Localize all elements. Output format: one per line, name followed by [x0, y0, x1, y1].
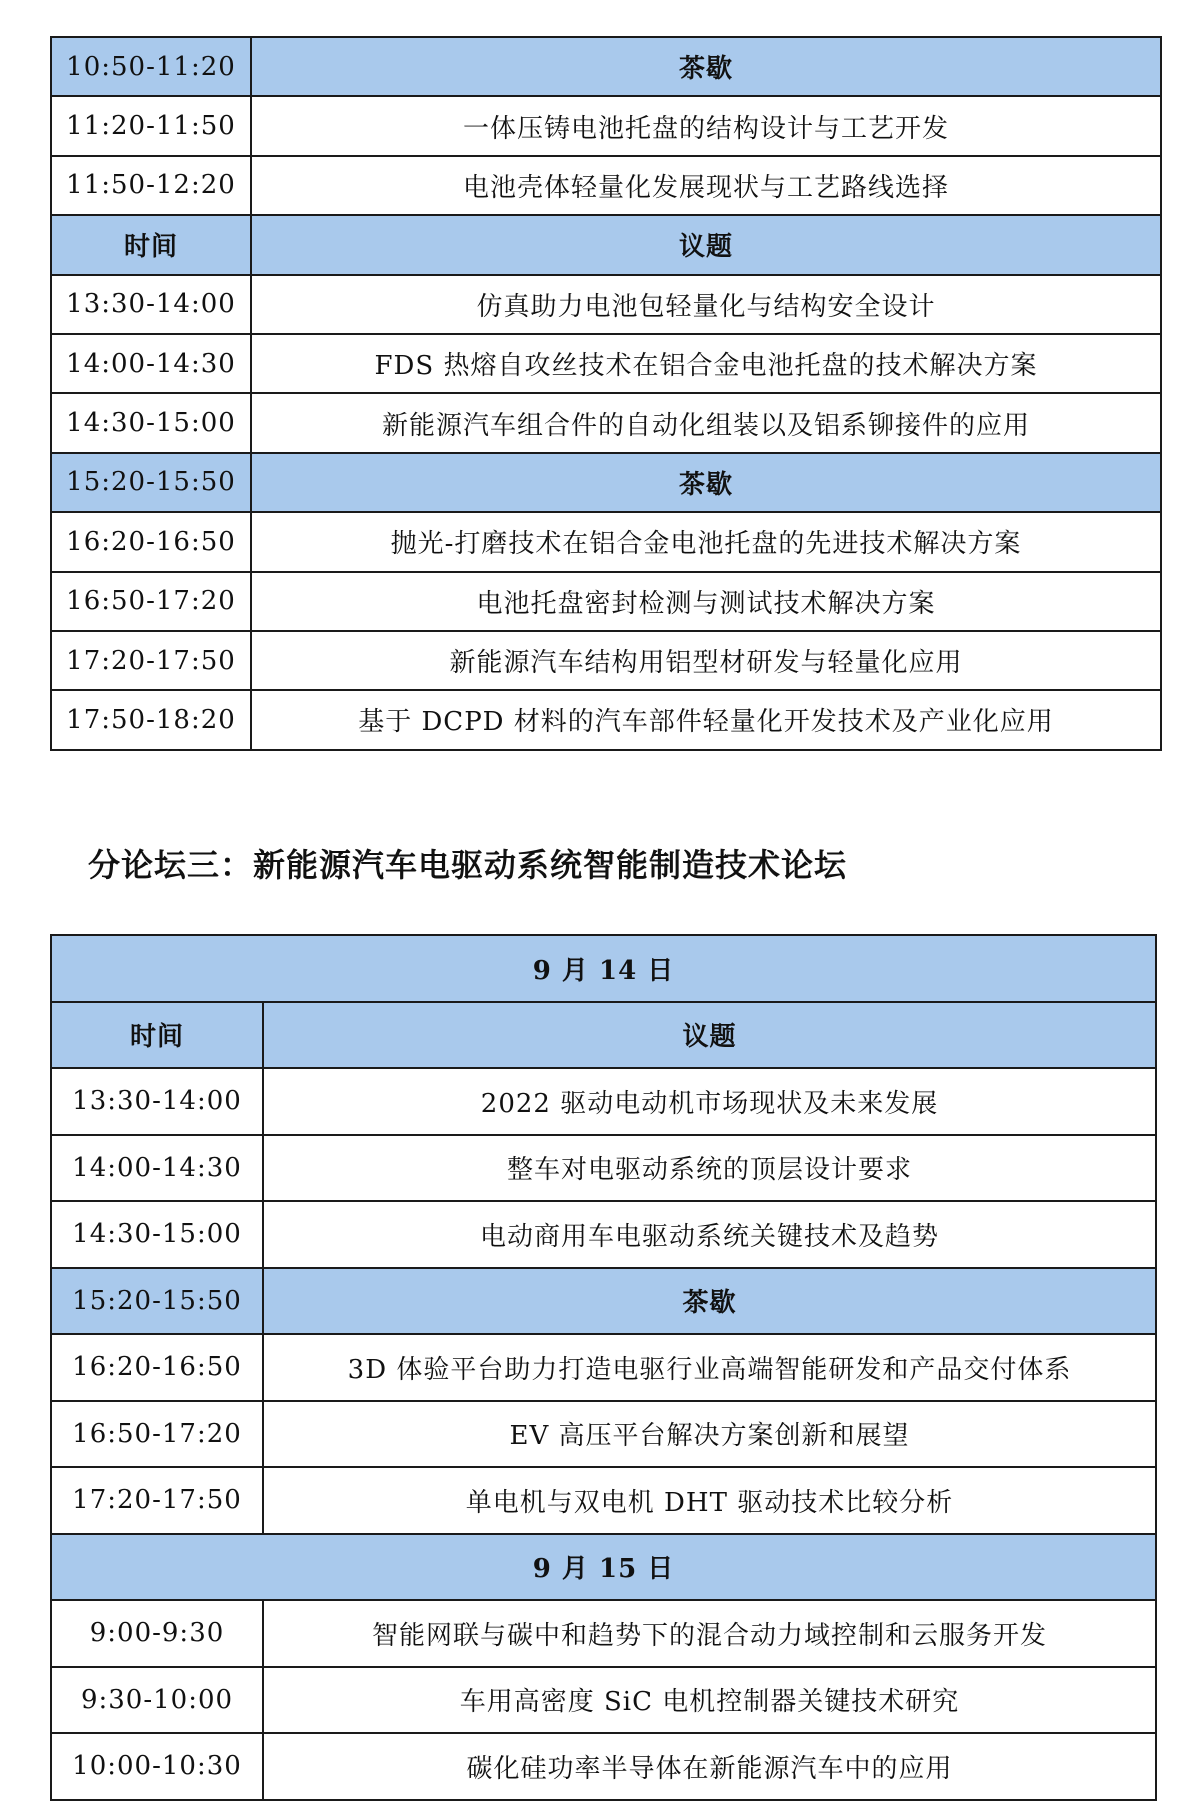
- topic-cell: 茶歇: [251, 37, 1161, 96]
- time-cell: 14:30-15:00: [51, 393, 251, 452]
- topic-cell: 一体压铸电池托盘的结构设计与工艺开发: [251, 96, 1161, 155]
- topic-cell: EV 高压平台解决方案创新和展望: [263, 1401, 1156, 1468]
- table-row: [51, 334, 1161, 393]
- topic-cell: 单电机与双电机 DHT 驱动技术比较分析: [263, 1467, 1156, 1534]
- topic-cell: 电动商用车电驱动系统关键技术及趋势: [263, 1201, 1156, 1268]
- time-cell: 9:30-10:00: [51, 1667, 263, 1734]
- header-time-cell: 时间: [51, 1002, 263, 1069]
- schedule-table-body: [51, 37, 1161, 750]
- table-row: [51, 1667, 1156, 1734]
- time-cell: 16:50-17:20: [51, 1401, 263, 1468]
- topic-cell: 茶歇: [263, 1268, 1156, 1335]
- table-row: [51, 37, 1161, 96]
- time-cell: 11:20-11:50: [51, 96, 251, 155]
- topic-cell: 电池托盘密封检测与测试技术解决方案: [251, 572, 1161, 631]
- time-cell: 10:00-10:30: [51, 1733, 263, 1800]
- schedule-table-forum-3: [50, 934, 1157, 1801]
- table-row: [51, 1201, 1156, 1268]
- table-row: [51, 96, 1161, 155]
- table-header-row: [51, 1002, 1156, 1069]
- day-header-row: [51, 1534, 1156, 1601]
- time-cell: 14:30-15:00: [51, 1201, 263, 1268]
- topic-cell: 碳化硅功率半导体在新能源汽车中的应用: [263, 1733, 1156, 1800]
- table-row: [51, 1467, 1156, 1534]
- time-cell: 17:20-17:50: [51, 1467, 263, 1534]
- time-cell: 16:20-16:50: [51, 1334, 263, 1401]
- time-cell: 14:00-14:30: [51, 1135, 263, 1202]
- header-time-cell: 时间: [51, 215, 251, 274]
- time-cell: 17:50-18:20: [51, 690, 251, 749]
- time-cell: 13:30-14:00: [51, 275, 251, 334]
- topic-cell: 智能网联与碳中和趋势下的混合动力域控制和云服务开发: [263, 1600, 1156, 1667]
- table-row: [51, 453, 1161, 512]
- time-cell: 15:20-15:50: [51, 1268, 263, 1335]
- day-label: 9 月 15 日: [51, 1534, 1156, 1601]
- table-row: [51, 275, 1161, 334]
- time-cell: 17:20-17:50: [51, 631, 251, 690]
- table-row: [51, 156, 1161, 215]
- time-cell: 15:20-15:50: [51, 453, 251, 512]
- topic-cell: 车用高密度 SiC 电机控制器关键技术研究: [263, 1667, 1156, 1734]
- topic-cell: 新能源汽车组合件的自动化组装以及铝系铆接件的应用: [251, 393, 1161, 452]
- table-row: [51, 1135, 1156, 1202]
- time-cell: 16:50-17:20: [51, 572, 251, 631]
- topic-cell: 仿真助力电池包轻量化与结构安全设计: [251, 275, 1161, 334]
- table-row: [51, 1068, 1156, 1135]
- time-cell: 10:50-11:20: [51, 37, 251, 96]
- day-label: 9 月 14 日: [51, 935, 1156, 1002]
- table-row: [51, 1600, 1156, 1667]
- table-row: [51, 1334, 1156, 1401]
- time-cell: 14:00-14:30: [51, 334, 251, 393]
- table-row: [51, 1401, 1156, 1468]
- table-row: [51, 631, 1161, 690]
- table-row: [51, 512, 1161, 571]
- topic-cell: 3D 体验平台助力打造电驱行业高端智能研发和产品交付体系: [263, 1334, 1156, 1401]
- section-title: 分论坛三：新能源汽车电驱动系统智能制造技术论坛: [88, 846, 848, 884]
- topic-cell: 茶歇: [251, 453, 1161, 512]
- schedule-table-body: [51, 935, 1156, 1800]
- time-cell: 16:20-16:50: [51, 512, 251, 571]
- schedule-table-continued: [50, 36, 1162, 751]
- time-cell: 13:30-14:00: [51, 1068, 263, 1135]
- day-header-row: [51, 935, 1156, 1002]
- table-row: [51, 690, 1161, 749]
- topic-cell: 抛光-打磨技术在铝合金电池托盘的先进技术解决方案: [251, 512, 1161, 571]
- table-row: [51, 1733, 1156, 1800]
- time-cell: 9:00-9:30: [51, 1600, 263, 1667]
- header-topic-cell: 议题: [263, 1002, 1156, 1069]
- header-topic-cell: 议题: [251, 215, 1161, 274]
- topic-cell: 基于 DCPD 材料的汽车部件轻量化开发技术及产业化应用: [251, 690, 1161, 749]
- topic-cell: 整车对电驱动系统的顶层设计要求: [263, 1135, 1156, 1202]
- topic-cell: 电池壳体轻量化发展现状与工艺路线选择: [251, 156, 1161, 215]
- topic-cell: FDS 热熔自攻丝技术在铝合金电池托盘的技术解决方案: [251, 334, 1161, 393]
- table-row: [51, 1268, 1156, 1335]
- table-row: [51, 393, 1161, 452]
- topic-cell: 2022 驱动电动机市场现状及未来发展: [263, 1068, 1156, 1135]
- topic-cell: 新能源汽车结构用铝型材研发与轻量化应用: [251, 631, 1161, 690]
- time-cell: 11:50-12:20: [51, 156, 251, 215]
- table-row: [51, 572, 1161, 631]
- table-header-row: [51, 215, 1161, 274]
